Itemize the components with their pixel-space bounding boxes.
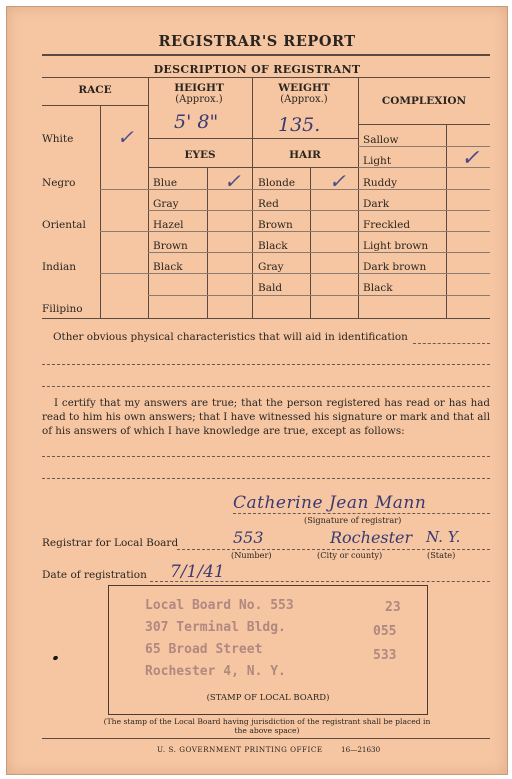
stamp-number-2: 055 (373, 624, 397, 639)
row-line (148, 231, 358, 232)
row-line (358, 231, 490, 232)
signature-line (233, 513, 490, 514)
printing-office: U. S. GOVERNMENT PRINTING OFFICE (157, 745, 323, 754)
form-code: 16—21630 (341, 745, 381, 754)
complexion-light-brown: Light brown (363, 240, 429, 252)
complexion-ruddy: Ruddy (363, 177, 398, 189)
blank-line (42, 478, 490, 479)
complexion-header-divider (358, 124, 490, 125)
col-divider-2 (252, 77, 253, 318)
eyes-blue: Blue (153, 177, 178, 189)
registrar-signature: Catherine Jean Mann (233, 493, 427, 513)
height-value: 5' 8" (174, 111, 219, 133)
row-line (358, 273, 490, 274)
eyes-blue-check: ✓ (224, 169, 241, 193)
race-label-filipino: Filipino (42, 303, 83, 315)
section-title: DESCRIPTION OF REGISTRANT (153, 63, 361, 76)
race-label-indian: Indian (42, 261, 77, 273)
registrar-board-label: Registrar for Local Board (42, 537, 179, 549)
row-line (358, 295, 490, 296)
blank-line (42, 386, 490, 387)
row-line (100, 231, 148, 232)
row-line (148, 252, 358, 253)
stamp-number-1: 23 (385, 600, 401, 615)
hair-header: HAIR (289, 149, 321, 161)
complexion-black: Black (363, 282, 393, 294)
number-caption: (Number) (231, 550, 272, 560)
stamp-box (108, 585, 428, 715)
signature-caption: (Signature of registrar) (304, 515, 402, 525)
date-registration-value: 7/1/41 (170, 562, 225, 582)
row-line (100, 273, 148, 274)
ink-dot (52, 655, 58, 661)
complexion-light: Light (363, 155, 392, 167)
table-bottom-border (42, 318, 490, 319)
other-characteristics-label: Other obvious physical characteristics that will aid in identification (53, 331, 408, 343)
race-header: RACE (78, 84, 112, 96)
row-line (358, 189, 490, 190)
stamp-line-2: 307 Terminal Bldg. (145, 620, 286, 635)
row-line (100, 189, 148, 190)
board-city: Rochester (330, 528, 413, 547)
complexion-check-divider (446, 124, 447, 318)
col-divider-3 (358, 77, 359, 318)
row-line (358, 210, 490, 211)
hair-gray: Gray (258, 261, 284, 273)
registration-card (6, 6, 508, 775)
complexion-freckled: Freckled (363, 219, 411, 231)
stamp-footnote: (The stamp of the Local Board having jurisdiction of the registrant shall be placed in the above space) (103, 717, 431, 735)
race-label-white: White (42, 133, 74, 145)
complexion-header: COMPLEXION (381, 95, 467, 107)
height-header: HEIGHT (Approx.) (174, 82, 224, 105)
other-characteristics-line (413, 343, 490, 344)
stamp-line-3: 65 Broad Street (145, 642, 263, 657)
complexion-light-check: ✓ (461, 146, 480, 171)
race-white-check: ✓ (117, 125, 134, 149)
stamp-number-3: 533 (373, 648, 397, 663)
certify-statement: I certify that my answers are true; that the person registered has read or has had read to him his own answers; that I have witnessed his signature or mark and that all of his answers of which I have knowledge are true, except as follows: (42, 397, 490, 437)
hair-bald: Bald (258, 282, 283, 294)
hair-red: Red (258, 198, 279, 210)
weight-value: 135. (278, 114, 321, 136)
date-registration-label: Date of registration (42, 569, 147, 581)
board-state: N. Y. (426, 528, 461, 546)
hair-black: Black (258, 240, 288, 252)
eyes-header: EYES (184, 149, 216, 161)
eyes-black: Black (153, 261, 183, 273)
race-label-oriental: Oriental (42, 219, 86, 231)
eyes-gray: Gray (153, 198, 179, 210)
complexion-dark: Dark (363, 198, 390, 210)
row-line (148, 189, 358, 190)
board-number: 553 (233, 528, 264, 547)
city-caption: (City or county) (317, 550, 383, 560)
col-divider-1 (148, 77, 149, 318)
height-weight-divider (148, 138, 358, 139)
footer-divider (42, 738, 490, 739)
hair-blonde-check: ✓ (329, 169, 346, 193)
blank-line (42, 456, 490, 457)
row-line (148, 295, 358, 296)
complexion-dark-brown: Dark brown (363, 261, 427, 273)
hair-blonde: Blonde (258, 177, 296, 189)
row-line (358, 252, 490, 253)
state-caption: (State) (427, 550, 456, 560)
stamp-caption: (STAMP OF LOCAL BOARD) (206, 693, 330, 703)
page-title: REGISTRAR'S REPORT (158, 33, 356, 50)
hair-brown: Brown (258, 219, 293, 231)
row-line (148, 273, 358, 274)
race-header-divider (42, 105, 148, 106)
subtitle-divider (42, 77, 490, 78)
table-top-border (42, 54, 490, 56)
stamp-line-1: Local Board No. 553 (145, 598, 294, 613)
race-label-negro: Negro (42, 177, 76, 189)
race-col-divider (100, 105, 101, 318)
eyes-hair-header-divider (148, 167, 358, 168)
blank-line (42, 364, 490, 365)
eyes-hazel: Hazel (153, 219, 184, 231)
stamp-line-4: Rochester 4, N. Y. (145, 664, 286, 679)
complexion-sallow: Sallow (363, 134, 399, 146)
weight-header: WEIGHT (Approx.) (278, 82, 330, 105)
eyes-brown: Brown (153, 240, 188, 252)
row-line (148, 210, 358, 211)
